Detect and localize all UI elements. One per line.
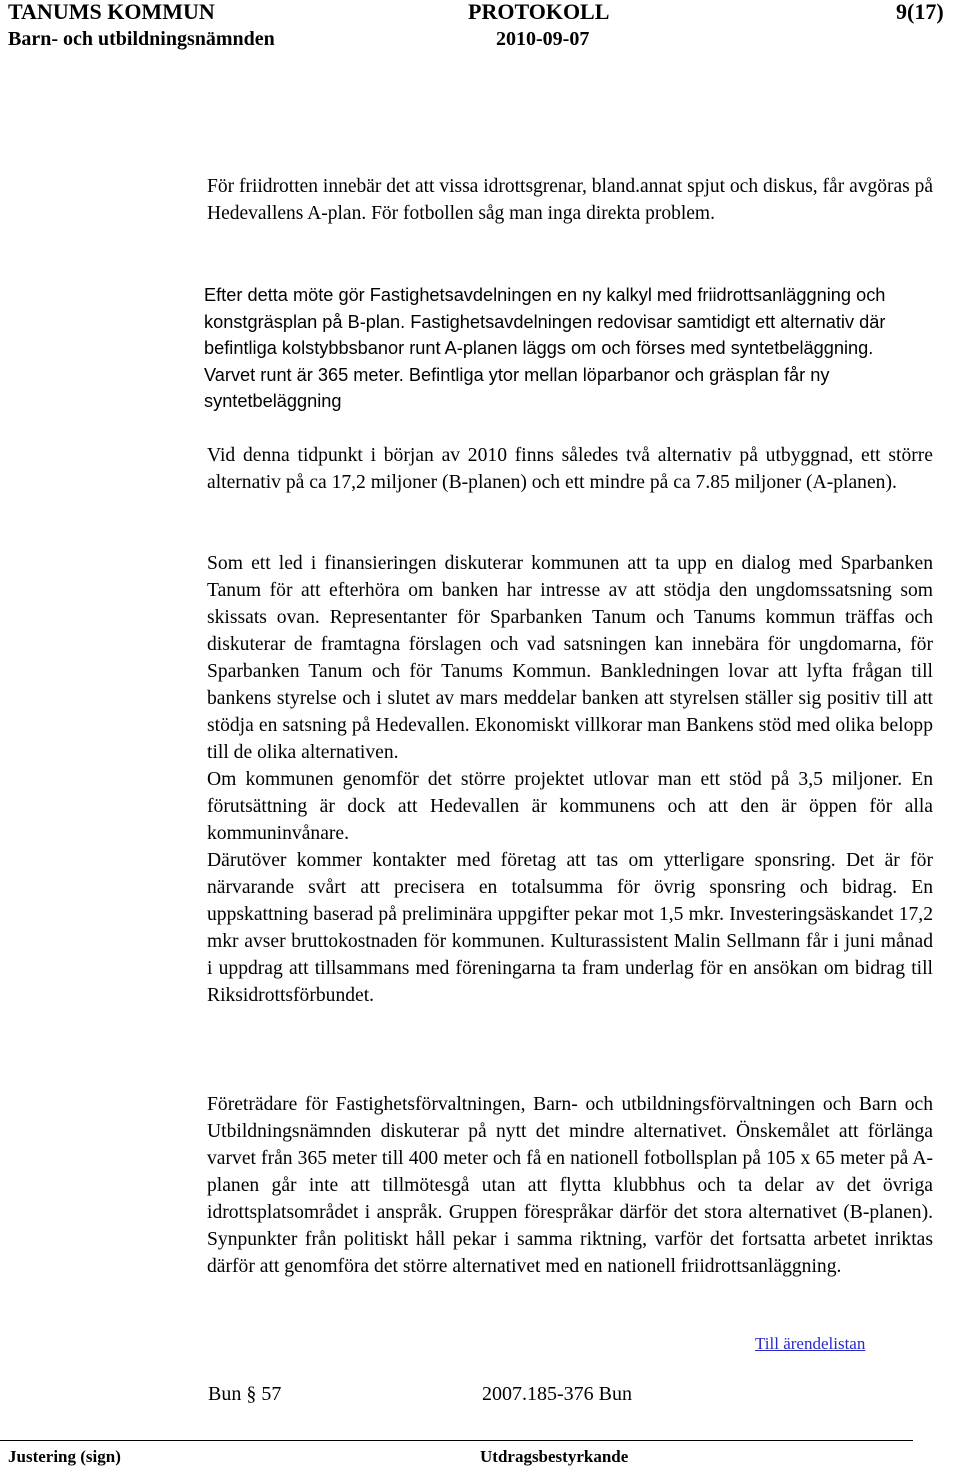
page-number: 9(17) — [896, 0, 944, 24]
paragraph-financing — [207, 550, 933, 1009]
paragraph-text: Därutöver kommer kontakter med företag att tas om ytterligare sponsring. Det är för närvarande svårt att precisera en totalsumma för övrig sponsring och bidrag. En uppskattning baserad på preliminära uppgifter pekar mot 1,5 mkr. Investeringsäskandet 17,2 mkr avser bruttokostnaden för kommunen. Kulturassistent Malin Sellmann får i juni månad i uppdrag att tillsammans med föreningarna ta fram underlag för en ansökan om bidrag till Riksidrottsförbundet. — [207, 850, 933, 1006]
paragraph-text: Som ett led i finansieringen diskuterar kommunen att ta upp en dialog med Sparbanken Tanum för att efterhöra om banken har intresse av att stödja den ungdomssatsning som skissats ovan. Representanter för Sparbanken Tanum och Tanums kommun träffas och diskuterar de framtagna förslagen och vad satsningen kan innebära för ungdomarna, för Sparbanken Tanum och för Tanums Kommun. Bankledningen lovar att lyfta frågan till bankens styrelse och i slutet av mars meddelar banken att styrelsen ställer sig positiv till att stödja en satsning på Hedevallen. Ekonomiskt villkorar man Bankens stöd med olika belopp till de olika alternativen. — [207, 553, 933, 763]
paragraph-text: Om kommunen genomför det större projektet utlovar man ett stöd på 3,5 miljoner. En förutsättning är dock att Hedevallen är kommunens och att den är öppen för alla kommuninvånare. — [207, 769, 933, 844]
paragraph-text: Företrädare för Fastighetsförvaltningen, Barn- och utbildningsförvaltningen och Barn och Utbildningsnämnden diskuterar på nytt det mindre alternativet. Önskemålet att förlänga varvet från 365 meter till 400 meter och få en nationell fotbollsplan på 105 x 65 meter på A-planen går inte att tillmötesgå utan att flytta klubbhus och ta delar av det övriga idrottsplatsområdet i anspråk. Gruppen förespråkar därför det stora alternativet (B-planen). Synpunkter från politiskt håll pekar i samma riktning, varför det fortsatta arbetet inriktas därför att genomföra det större alternativet med en nationell friidrottsanläggning. — [207, 1094, 933, 1277]
agenda-list-link[interactable]: Till ärendelistan — [755, 1334, 866, 1353]
paragraph-alternatives — [207, 442, 933, 496]
paragraph-text: För friidrotten innebär det att vissa idrottsgrenar, bland.annat spjut och diskus, får avgöras på Hedevallens A-plan. För fotbollen såg man inga direkta problem. — [207, 176, 933, 224]
signature-label: Justering (sign) — [8, 1447, 121, 1466]
paragraph-reference: Bun § 57 — [208, 1383, 282, 1405]
certification-label: Utdragsbestyrkande — [480, 1447, 629, 1466]
board-name: Barn- och utbildningsnämnden — [8, 28, 275, 50]
paragraph-athletics — [207, 173, 933, 227]
meeting-date: 2010-09-07 — [496, 28, 590, 50]
paragraph-text: Vid denna tidpunkt i början av 2010 finns således två alternativ på utbyggnad, ett större alternativ på ca 17,2 miljoner (B-planen) och ett mindre på ca 7.85 miljoner (A-planen). — [207, 445, 933, 493]
paragraph-text: Efter detta möte gör Fastighetsavdelningen en ny kalkyl med friidrottsanläggning och konstgräsplan på B-plan. Fastighetsavdelningen redovisar samtidigt ett alternativ där befintliga kolstybbsbanor runt A-planen läggs om och förses med syntetbeläggning. Varvet runt är 365 meter. Befintliga ytor mellan löparbanor och gräsplan får ny syntetbeläggning — [204, 285, 886, 411]
municipality-name: TANUMS KOMMUN — [8, 0, 215, 24]
document-type: PROTOKOLL — [468, 0, 610, 24]
paragraph-property-calculation — [204, 282, 904, 415]
paragraph-decision — [207, 1091, 933, 1280]
footer-divider — [0, 1440, 913, 1441]
case-number: 2007.185-376 Bun — [482, 1383, 632, 1405]
